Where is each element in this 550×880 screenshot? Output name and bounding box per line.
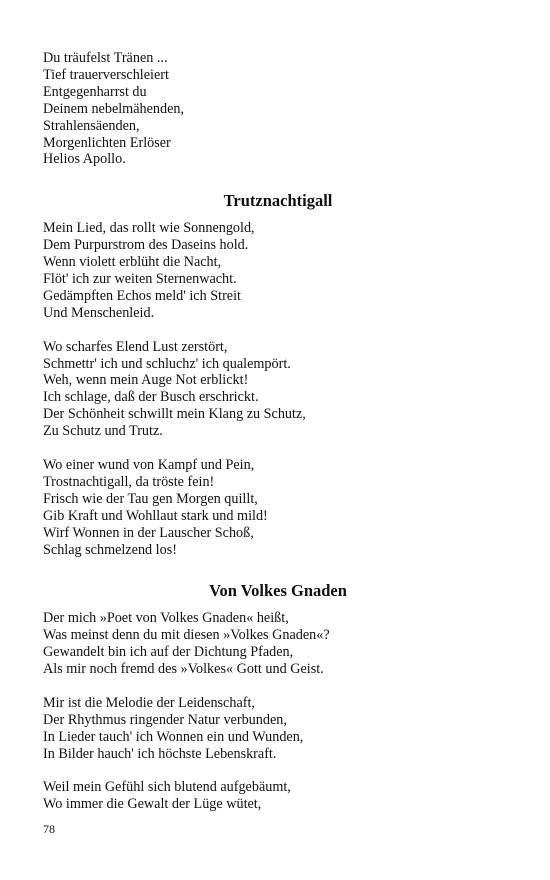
verse-line: Was meinst denn du mit diesen »Volkes Gnaden«?: [43, 627, 330, 644]
verse-line: In Bilder hauch' ich höchste Lebenskraft.: [43, 745, 277, 762]
verse-line: Wo einer wund von Kampf und Pein,: [43, 457, 255, 473]
stanza: [43, 779, 513, 813]
verse-line: Mir ist die Melodie der Leidenschaft,: [43, 694, 255, 711]
stanza: [43, 610, 513, 678]
verse-line: Der Schönheit schwillt mein Klang zu Schutz,: [43, 406, 306, 423]
poem-fragment: [43, 50, 513, 168]
stanza: [43, 220, 513, 321]
verse-line: Wenn violett erblüht die Nacht,: [43, 254, 222, 271]
verse-line: Entgegenharrst du: [43, 83, 147, 100]
verse-line: Trostnachtigall, da tröste fein!: [43, 473, 215, 490]
verse-line: Weil mein Gefühl sich blutend aufgebäumt,: [43, 779, 291, 796]
poem-title: Von Volkes Gnaden: [209, 581, 347, 601]
stanza: [43, 457, 513, 558]
verse-line: Morgenlichten Erlöser: [43, 134, 171, 151]
verse-line: Weh, wenn mein Auge Not erblickt!: [43, 372, 249, 389]
verse-line: Der mich »Poet von Volkes Gnaden« heißt,: [43, 610, 289, 627]
verse-line: Gewandelt bin ich auf der Dichtung Pfaden,: [43, 644, 294, 661]
verse-line: Strahlensäenden,: [43, 117, 140, 134]
verse-line: Wo scharfes Elend Lust zerstört,: [43, 338, 228, 355]
verse-line: Zu Schutz und Trutz.: [43, 423, 163, 440]
verse-line: Gib Kraft und Wohllaut stark und mild!: [43, 507, 268, 524]
verse-line: Und Menschenleid.: [43, 304, 155, 321]
verse-line: Deinem nebelmähenden,: [43, 100, 185, 117]
verse-line: Der Rhythmus ringender Natur verbunden,: [43, 711, 287, 728]
poem-title: Trutznachtigall: [223, 191, 333, 211]
verse-line: Du träufelst Tränen ...: [43, 50, 168, 66]
verse-line: Wirf Wonnen in der Lauscher Schoß,: [43, 524, 254, 541]
verse-line: Mein Lied, das rollt wie Sonnengold,: [43, 220, 255, 237]
verse-line: Tief trauerverschleiert: [43, 66, 169, 83]
stanza: [43, 339, 513, 440]
verse-line: Dem Purpurstrom des Daseins hold.: [43, 237, 249, 254]
verse-line: Als mir noch fremd des »Volkes« Gott und Geist.: [43, 661, 324, 678]
verse-line: Wo immer die Gewalt der Lüge wütet,: [43, 796, 262, 813]
verse-line: Gedämpften Echos meld' ich Streit: [43, 287, 241, 304]
verse-line: Frisch wie der Tau gen Morgen quillt,: [43, 490, 258, 507]
page-number: 78: [43, 822, 55, 836]
verse-line: Schmettr' ich und schluchz' ich qualempört.: [43, 355, 291, 372]
verse-line: Ich schlage, daß der Busch erschrickt.: [43, 389, 259, 406]
verse-line: Helios Apollo.: [43, 151, 126, 168]
verse-line: Flöt' ich zur weiten Sternenwacht.: [43, 271, 237, 288]
stanza: [43, 695, 513, 763]
page-body: [43, 50, 513, 813]
verse-line: Schlag schmelzend los!: [43, 541, 177, 558]
verse-line: In Lieder tauch' ich Wonnen ein und Wunden,: [43, 728, 304, 745]
